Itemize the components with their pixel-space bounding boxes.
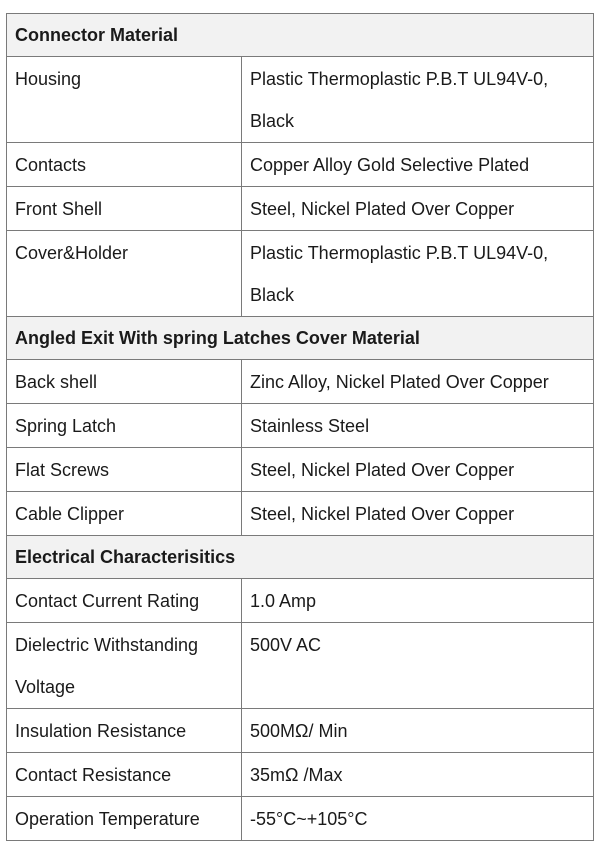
table-row: [7, 187, 594, 231]
spec-label: Contacts: [7, 143, 242, 187]
spec-value: 500MΩ/ Min: [242, 709, 594, 753]
spec-value: 35mΩ /Max: [242, 753, 594, 797]
table-row: [7, 753, 594, 797]
spec-value: -55°C~+105°C: [242, 797, 594, 841]
spec-value: Stainless Steel: [242, 404, 594, 448]
spec-value: Steel, Nickel Plated Over Copper: [242, 492, 594, 536]
section-title: Connector Material: [7, 14, 594, 57]
section-header-row: [7, 536, 594, 579]
table-row: [7, 492, 594, 536]
spec-label: Dielectric Withstanding Voltage: [7, 623, 242, 709]
spec-label: Back shell: [7, 360, 242, 404]
spec-value: 1.0 Amp: [242, 579, 594, 623]
spec-label: Contact Resistance: [7, 753, 242, 797]
spec-label: Cable Clipper: [7, 492, 242, 536]
spec-table: [6, 13, 594, 841]
spec-label: Operation Temperature: [7, 797, 242, 841]
table-row: [7, 360, 594, 404]
table-row: [7, 448, 594, 492]
table-row: [7, 57, 594, 143]
spec-value: 500V AC: [242, 623, 594, 709]
spec-label: Cover&Holder: [7, 231, 242, 317]
table-row: [7, 623, 594, 709]
spec-value: Copper Alloy Gold Selective Plated: [242, 143, 594, 187]
table-row: [7, 143, 594, 187]
section-title: Angled Exit With spring Latches Cover Material: [7, 317, 594, 360]
section-header-row: [7, 14, 594, 57]
table-row: [7, 579, 594, 623]
spec-value: Steel, Nickel Plated Over Copper: [242, 187, 594, 231]
spec-label: Spring Latch: [7, 404, 242, 448]
spec-label: Housing: [7, 57, 242, 143]
spec-label: Flat Screws: [7, 448, 242, 492]
spec-label: Insulation Resistance: [7, 709, 242, 753]
table-row: [7, 231, 594, 317]
spec-value: Steel, Nickel Plated Over Copper: [242, 448, 594, 492]
spec-value: Plastic Thermoplastic P.B.T UL94V-0, Black: [242, 231, 594, 317]
table-row: [7, 709, 594, 753]
spec-value: Zinc Alloy, Nickel Plated Over Copper: [242, 360, 594, 404]
spec-value: Plastic Thermoplastic P.B.T UL94V-0, Black: [242, 57, 594, 143]
spec-label: Contact Current Rating: [7, 579, 242, 623]
table-row: [7, 404, 594, 448]
section-header-row: [7, 317, 594, 360]
table-row: [7, 797, 594, 841]
section-title: Electrical Characterisitics: [7, 536, 594, 579]
spec-label: Front Shell: [7, 187, 242, 231]
